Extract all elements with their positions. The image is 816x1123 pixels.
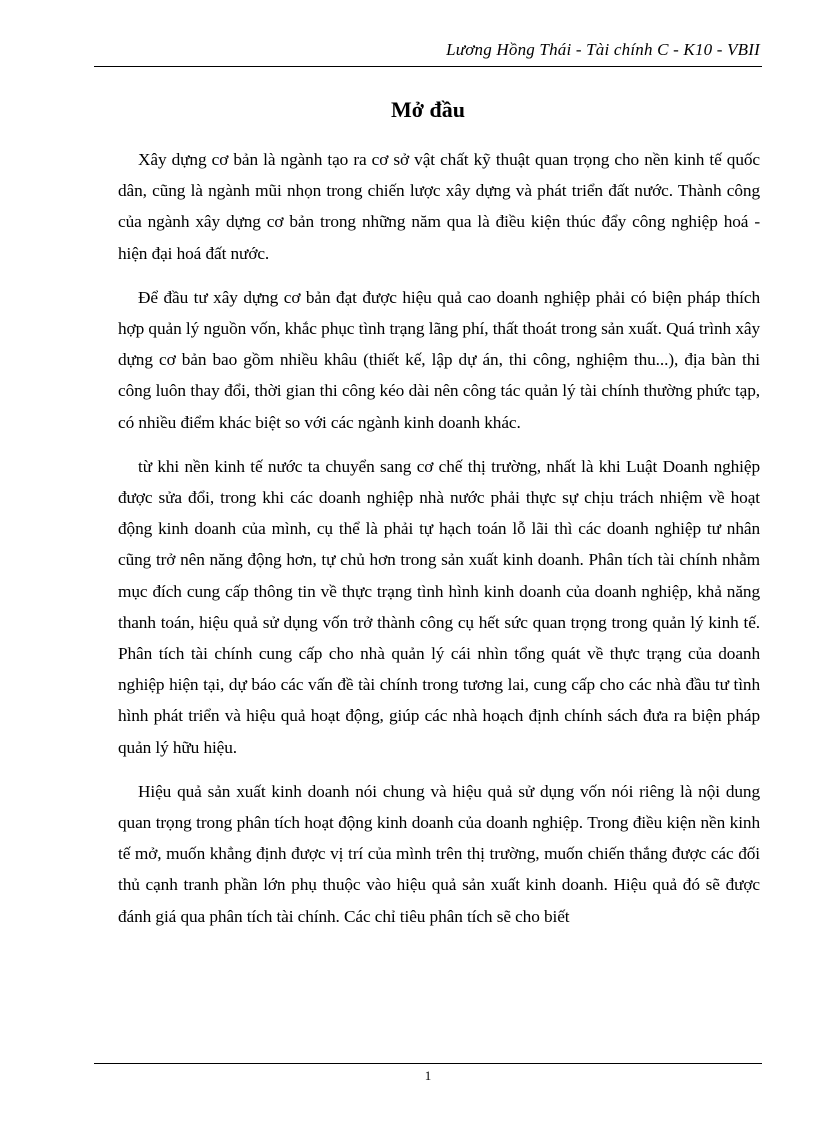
document-title: Mở đầu — [391, 97, 465, 122]
paragraph-3: từ khi nền kinh tế nước ta chuyển sang cơ chế thị trường, nhất là khi Luật Doanh nghiệp được sửa đổi, trong khi các doanh nghiệp nhà nước phải thực sự chịu trách nhiệm về hoạt động kinh doanh của mình, cụ thể là phải tự hạch toán lỗ lãi thì các doanh nghiệp tư nhân cũng trở nên năng động hơn, tự chủ hơn trong sản xuất kinh doanh. Phân tích tài chính nhằm mục đích cung cấp thông tin về thực trạng tình hình kinh doanh của doanh nghiệp, khả năng thanh toán, hiệu quả sử dụng vốn trở thành công cụ hết sức quan trọng trong quản lý kinh tế. Phân tích tài chính cung cấp cho nhà quản lý cái nhìn tổng quát về thực trạng của doanh nghiệp hiện tại, dự báo các vấn đề tài chính trong tương lai, cung cấp cho các nhà đầu tư tình hình phát triển và hiệu quả hoạt động, giúp các nhà hoạch định chính sách đưa ra biện pháp quản lý hữu hiệu. — [118, 456, 760, 757]
paragraph-4: Hiệu quả sản xuất kinh doanh nói chung và hiệu quả sử dụng vốn nói riêng là nội dung quan trọng trong phân tích hoạt động kinh doanh của doanh nghiệp. Trong điều kiện nền kinh tế mở, muốn khẳng định được vị trí của mình trên thị trường, muốn chiến thắng được các đối thủ cạnh tranh phần lớn phụ thuộc vào hiệu quả sản xuất kinh doanh. Hiệu quả đó sẽ được đánh giá qua phân tích tài chính. Các chỉ tiêu phân tích sẽ cho biết — [118, 781, 760, 926]
page-header: Lương Hồng Thái - Tài chính C - K10 - VBII — [446, 40, 760, 59]
paragraph-2: Để đầu tư xây dựng cơ bản đạt được hiệu quả cao doanh nghiệp phải có biện pháp thích hợp quản lý nguồn vốn, khắc phục tình trạng lãng phí, thất thoát trong sản xuất. Quá trình xây dựng cơ bản bao gồm nhiều khâu (thiết kế, lập dự án, thi công, nghiệm thu...), địa bàn thi công luôn thay đổi, thời gian thi công kéo dài nên công tác quản lý tài chính thường phức tạp, có nhiều điểm khác biệt so với các ngành kinh doanh khác. — [118, 287, 760, 432]
document-body — [118, 144, 760, 945]
paragraph-1: Xây dựng cơ bản là ngành tạo ra cơ sở vật chất kỹ thuật quan trọng cho nền kinh tế quốc dân, cũng là ngành mũi nhọn trong chiến lược xây dựng và phát triển đất nước. Thành công của ngành xây dựng cơ bản trong những năm qua là điều kiện thúc đẩy công nghiệp hoá - hiện đại hoá đất nước. — [118, 150, 760, 263]
page-number: 1 — [424, 1068, 432, 1083]
footer-rule — [94, 1063, 762, 1064]
header-rule — [94, 66, 762, 67]
